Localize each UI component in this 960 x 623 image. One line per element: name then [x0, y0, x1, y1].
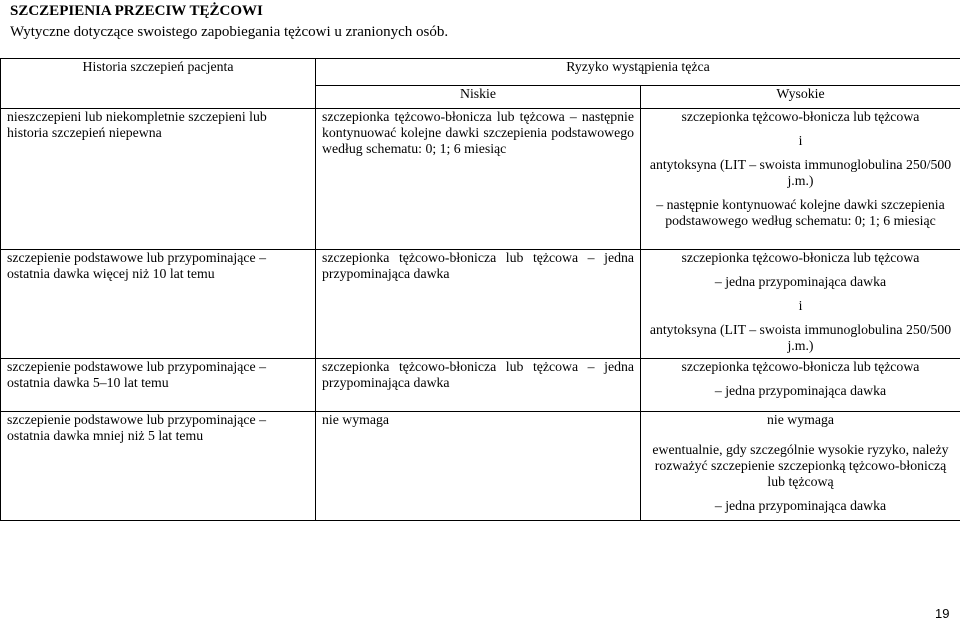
table-row	[1, 250, 960, 359]
high-risk-line: antytoksyna (LIT – swoista immunoglobulina 250/500 j.m.)	[649, 322, 952, 353]
page-title: SZCZEPIENIA PRZECIW TĘŻCOWI	[10, 3, 263, 19]
high-risk-line: szczepionka tężcowo-błonicza lub tężcowa	[681, 109, 920, 124]
history-cell: szczepienie podstawowe lub przypominające – ostatnia dawka 5–10 lat temu	[1, 359, 316, 412]
header-history: Historia szczepień pacjenta	[1, 59, 316, 109]
high-risk-line: – następnie kontynuować kolejne dawki szczepienia podstawowego według schematu: 0; 1; 6 miesiąc	[656, 197, 945, 228]
high-risk-line: i	[798, 298, 803, 313]
table-row	[1, 412, 960, 521]
table-row	[1, 109, 960, 250]
history-cell: szczepienie podstawowe lub przypominające – ostatnia dawka mniej niż 5 lat temu	[1, 412, 316, 521]
high-risk-line: szczepionka tężcowo-błonicza lub tężcowa	[681, 250, 920, 265]
high-risk-line: szczepionka tężcowo-błonicza lub tężcowa	[681, 359, 920, 374]
high-risk-cell	[641, 250, 960, 359]
high-risk-line: i	[798, 133, 803, 148]
table-row	[1, 359, 960, 412]
low-risk-cell: nie wymaga	[316, 412, 641, 521]
vaccination-table	[0, 58, 960, 521]
low-risk-cell: szczepionka tężcowo-błonicza lub tężcowa – następnie kontynuować kolejne dawki szczepienia podstawowego według schematu: 0; 1; 6 miesiąc	[316, 109, 641, 250]
high-risk-cell	[641, 412, 960, 521]
high-risk-line: – jedna przypominająca dawka	[714, 383, 887, 398]
high-risk-line: ewentualnie, gdy szczególnie wysokie ryzyko, należy rozważyć szczepienie szczepionką tężcowo-błoniczą lub tężcową	[652, 442, 949, 489]
page-number: 19	[935, 606, 950, 621]
high-risk-line: antytoksyna (LIT – swoista immunoglobulina 250/500 j.m.)	[649, 157, 952, 188]
low-risk-cell: szczepionka tężcowo-błonicza lub tężcowa – jedna przypominająca dawka	[316, 359, 641, 412]
history-cell: nieszczepieni lub niekompletnie szczepieni lub historia szczepień niepewna	[1, 109, 316, 250]
high-risk-line: nie wymaga	[766, 412, 835, 427]
high-risk-cell	[641, 359, 960, 412]
low-risk-cell: szczepionka tężcowo-błonicza lub tężcowa – jedna przypominająca dawka	[316, 250, 641, 359]
high-risk-line: – jedna przypominająca dawka	[714, 274, 887, 289]
high-risk-line: – jedna przypominająca dawka	[714, 498, 887, 513]
header-low: Niskie	[316, 86, 641, 109]
high-risk-cell	[641, 109, 960, 250]
header-risk: Ryzyko wystąpienia tężca	[316, 59, 960, 86]
page-subtitle: Wytyczne dotyczące swoistego zapobiegania tężcowi u zranionych osób.	[10, 24, 449, 40]
history-cell: szczepienie podstawowe lub przypominające – ostatnia dawka więcej niż 10 lat temu	[1, 250, 316, 359]
header-high: Wysokie	[641, 86, 960, 109]
